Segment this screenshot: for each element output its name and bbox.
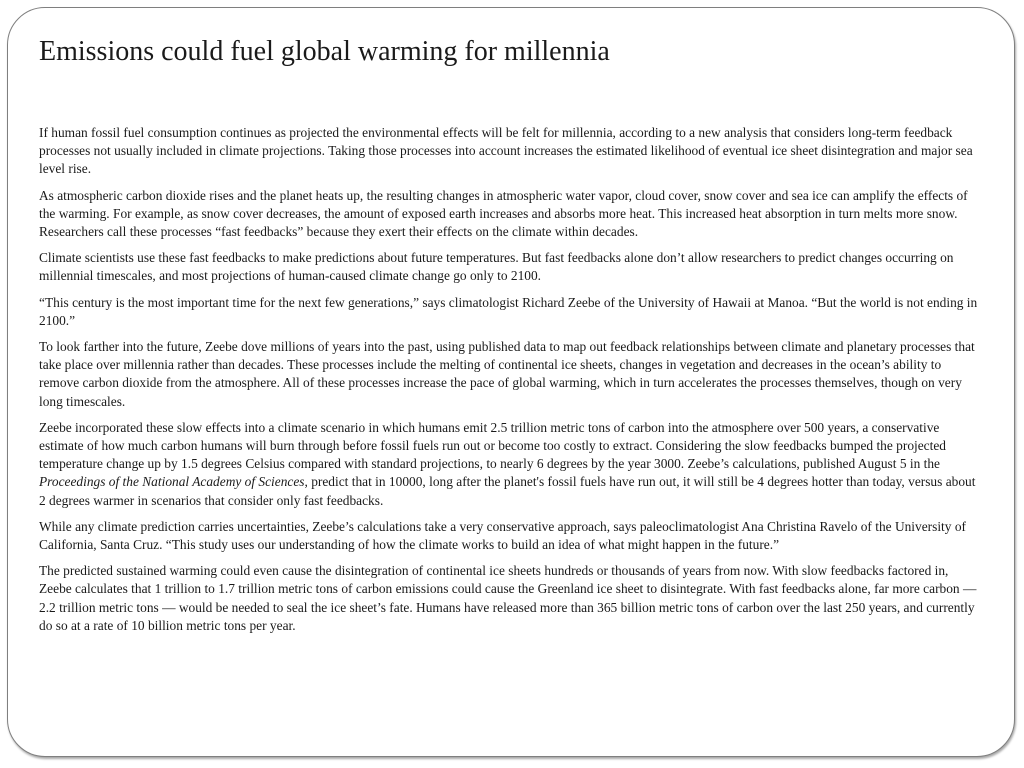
scenario-text-after: , predict that in 10000, long after the planet's fossil fuels have run out, it will still be 4 degrees hotter than today, versus about 2 degrees warmer in scenarios that consider only fast feedbacks. <box>39 474 976 508</box>
paragraph-ice-sheets: The predicted sustained warming could even cause the disintegration of continental ice sheets hundreds or thousands of years from now. With slow feedbacks factored in, Zeebe calculates that 1 trillion to 1.7 trillion metric tons of carbon emissions could cause the Greenland ice sheet to disintegrate. With fast feedbacks alone, far more carbon — 2.2 trillion metric tons — would be needed to seal the ice sheet’s fate. Humans have released more than 365 billion metric tons of carbon over the last 250 years, and currently do so at a rate of 10 billion metric tons per year. <box>39 563 977 633</box>
slide-title: Emissions could fuel global warming for millennia <box>39 36 610 67</box>
paragraph-intro: If human fossil fuel consumption continues as projected the environmental effects will be felt for millennia, according to a new analysis that considers long-term feedback processes not usually included in climate projections. Taking those processes into account increases the estimated likelihood of eventual ice sheet disintegration and major sea level rise. <box>39 125 973 177</box>
journal-name: Proceedings of the National Academy of Sciences <box>39 474 305 490</box>
paragraph-uncertainties: While any climate prediction carries uncertainties, Zeebe’s calculations take a very conservative approach, says paleoclimatologist Ana Christina Ravelo of the University of California, Santa Cruz. “This study uses our understanding of how the climate works to build an idea of what might happen in the future.” <box>39 518 966 553</box>
scenario-text-before: Zeebe incorporated these slow effects into a climate scenario in which humans emit 2.5 trillion metric tons of carbon into the atmosphere over 500 years, a conservative estimate of how much carbon humans will burn through before fossil fuels run out or become too costly to extract. Considering the slow feedbacks bumped the projected temperature change up by 1.5 degrees Celsius compared with standard projections, to nearly 6 degrees by the year 3000. Zeebe’s calculations, published August 5 in the <box>39 419 946 472</box>
paragraph-past-data: To look farther into the future, Zeebe dove millions of years into the past, using published data to map out feedback relationships between climate and planetary processes that take place over millennia rather than decades. These processes include the melting of continental ice sheets, changes in vegetation and decreases in the ocean’s ability to remove carbon dioxide from the atmosphere. All of these processes increase the pace of global warming, which in turn accelerates the processes themselves, though on very long timescales. <box>39 339 975 409</box>
paragraph-scenario <box>39 419 983 510</box>
paragraph-fast-feedbacks: As atmospheric carbon dioxide rises and the planet heats up, the resulting changes in atmospheric water vapor, cloud cover, snow cover and sea ice can amplify the effects of the warming. For example, as snow cover decreases, the amount of exposed earth increases and absorbs more heat. This increased heat absorption in turn melts more snow. Researchers call these processes “fast feedbacks” because they exert their effects on the climate within decades. <box>39 187 968 240</box>
paragraph-predictions: Climate scientists use these fast feedbacks to make predictions about future temperatures. But fast feedbacks alone don’t allow researchers to predict changes occurring on millennial timescales, and most projections of human-caused climate change go only to 2100. <box>39 250 954 284</box>
slide-body <box>39 124 983 643</box>
paragraph-quote-zeebe: “This century is the most important time for the next few generations,” says climatologist Richard Zeebe of the University of Hawaii at Manoa. “But the world is not ending in 2100.” <box>39 294 978 328</box>
